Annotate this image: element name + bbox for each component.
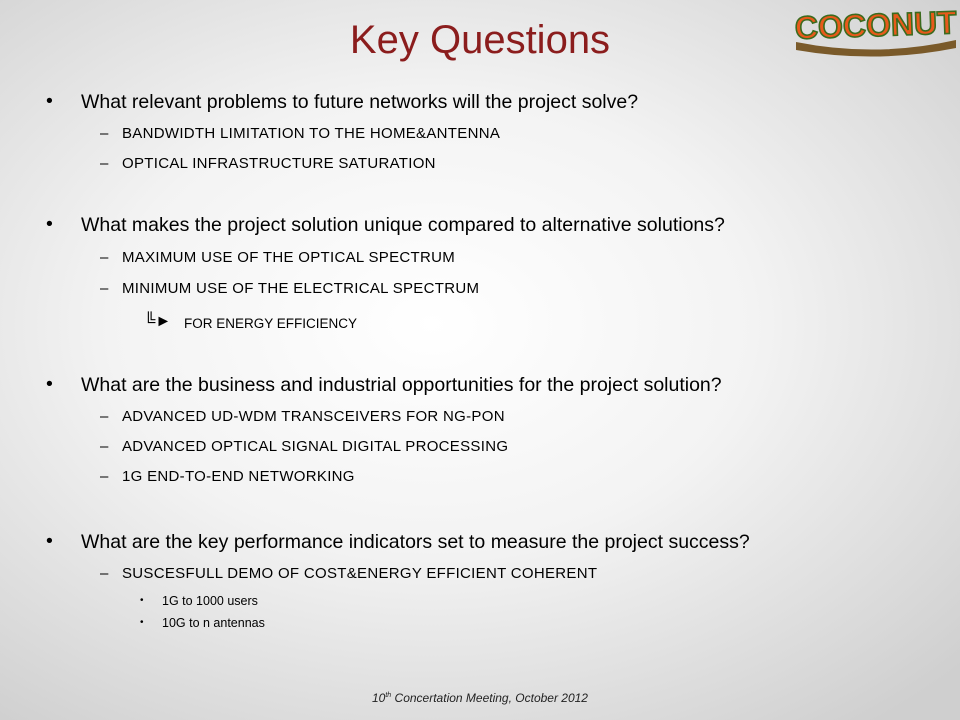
answer-text: BANDWIDTH LIMITATION TO THE HOME&ANTENNA bbox=[122, 125, 501, 142]
answer-text: MAXIMUM USE OF THE OPTICAL SPECTRUM bbox=[122, 249, 456, 266]
corner-arrow-icon: ╚► bbox=[144, 313, 172, 330]
dash: – bbox=[100, 565, 109, 582]
bullet: • bbox=[140, 595, 144, 606]
answer-text: OPTICAL INFRASTRUCTURE SATURATION bbox=[122, 155, 436, 172]
answer-text: 1G END-TO-END NETWORKING bbox=[122, 468, 355, 485]
footer-number: 10 bbox=[372, 691, 386, 705]
kpi-text: 1G to 1000 users bbox=[162, 594, 258, 608]
note-text: FOR ENERGY EFFICIENCY bbox=[184, 316, 358, 331]
bullet: • bbox=[140, 617, 144, 628]
bullet: • bbox=[46, 373, 53, 395]
dash: – bbox=[100, 155, 109, 172]
question-text: What are the key performance indicators set to measure the project success? bbox=[81, 531, 750, 553]
answer-text: ADVANCED UD-WDM TRANSCEIVERS FOR NG-PON bbox=[122, 408, 505, 425]
answer-text: ADVANCED OPTICAL SIGNAL DIGITAL PROCESSING bbox=[122, 438, 509, 455]
question-text: What relevant problems to future networks will the project solve? bbox=[81, 91, 639, 113]
footer-text: Concertation Meeting, October 2012 bbox=[391, 691, 588, 705]
bullet: • bbox=[46, 213, 53, 235]
footer-superscript: th bbox=[385, 692, 392, 699]
dash: – bbox=[100, 280, 109, 297]
bullet: • bbox=[46, 90, 53, 112]
dash: – bbox=[100, 438, 109, 455]
answer-text: SUSCESFULL DEMO OF COST&ENERGY EFFICIENT COHERENT bbox=[122, 565, 598, 582]
kpi-text: 10G to n antennas bbox=[162, 616, 265, 630]
bullet: • bbox=[46, 530, 53, 552]
dash: – bbox=[100, 468, 109, 485]
dash: – bbox=[100, 249, 109, 266]
slide-footer bbox=[0, 691, 960, 705]
slide-title: Key Questions bbox=[349, 18, 611, 62]
dash: – bbox=[100, 408, 109, 425]
logo-text: COCONUT bbox=[794, 4, 958, 46]
question-text: What makes the project solution unique compared to alternative solutions? bbox=[81, 214, 725, 236]
answer-text: MINIMUM USE OF THE ELECTRICAL SPECTRUM bbox=[122, 280, 480, 297]
question-text: What are the business and industrial opportunities for the project solution? bbox=[81, 374, 722, 396]
dash: – bbox=[100, 125, 109, 142]
